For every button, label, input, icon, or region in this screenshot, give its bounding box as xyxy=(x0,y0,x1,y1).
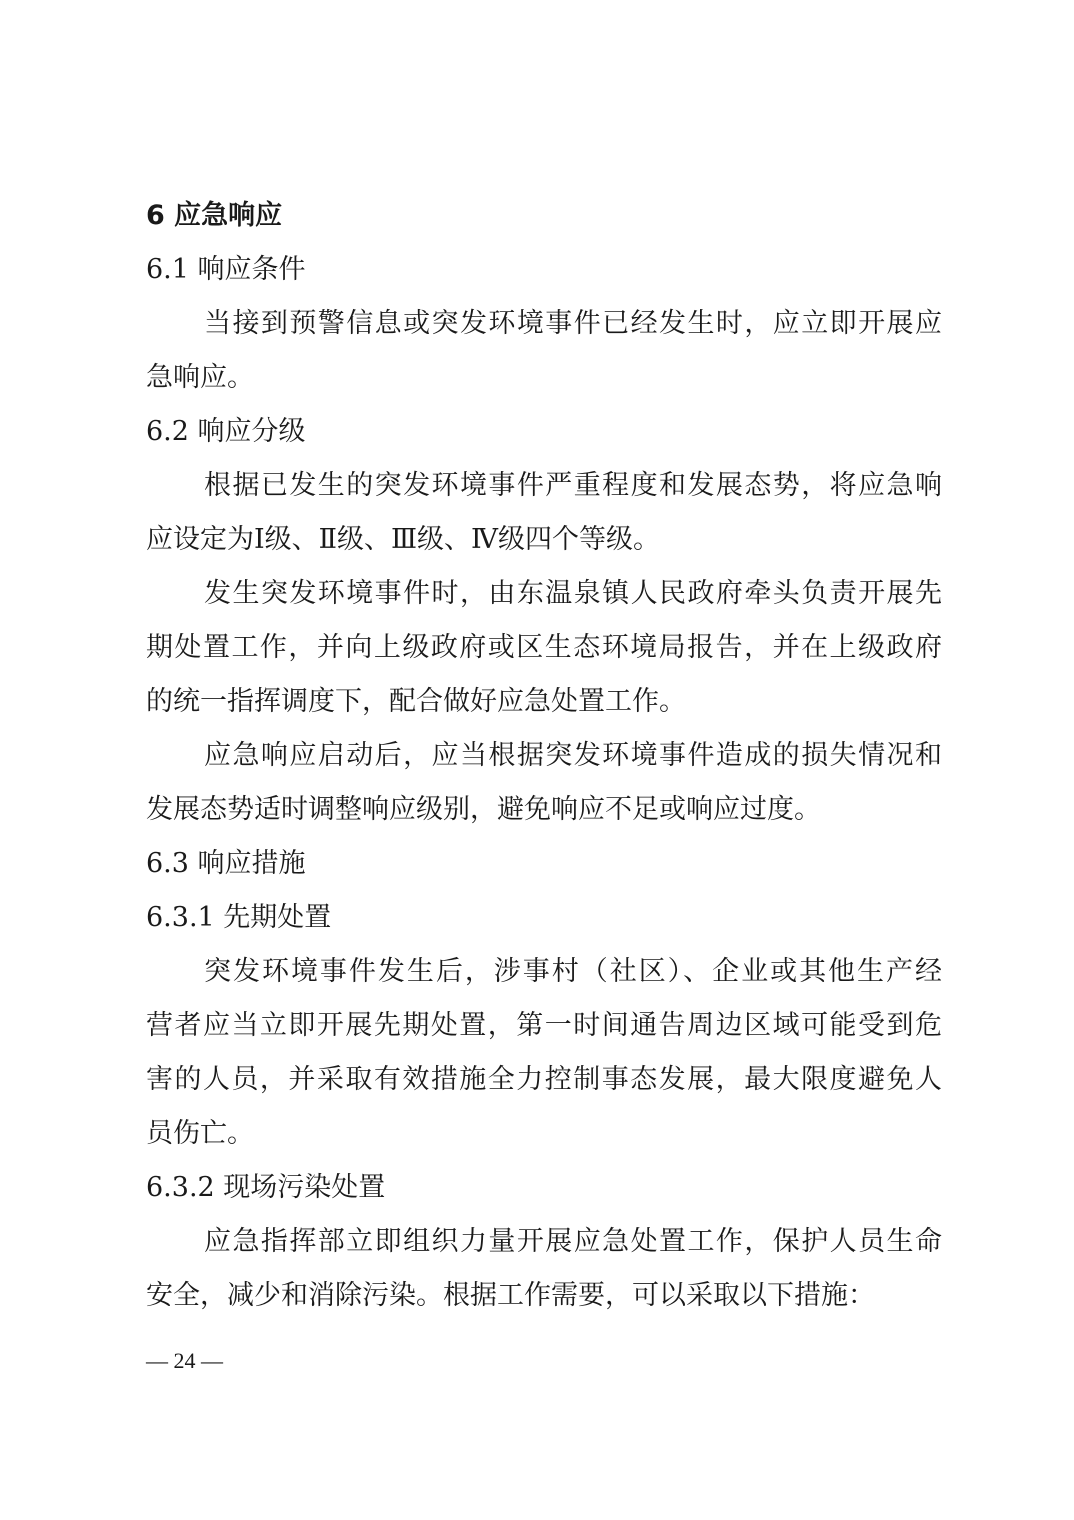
section-heading-6-2: 6.2 响应分级 xyxy=(146,416,306,447)
page-number: — 24 — xyxy=(146,1348,223,1373)
section-heading-6-3-1: 6.3.1 先期处置 xyxy=(146,902,332,933)
paragraph-line: 突发环境事件发生后，涉事村（社区）、企业或其他生产经 xyxy=(204,956,942,987)
paragraph-line: 应急响应启动后，应当根据突发环境事件造成的损失情况和 xyxy=(204,740,942,771)
section-heading-6-3: 6.3 响应措施 xyxy=(146,848,306,879)
section-heading-6-1: 6.1 响应条件 xyxy=(146,254,306,285)
paragraph-line: 应设定为Ⅰ级、Ⅱ级、Ⅲ级、Ⅳ级四个等级。 xyxy=(146,524,661,555)
paragraph-line: 安全，减少和消除污染。根据工作需要，可以采取以下措施： xyxy=(146,1280,875,1311)
paragraph-line: 急响应。 xyxy=(146,362,254,393)
paragraph-line: 期处置工作，并向上级政府或区生态环境局报告，并在上级政府 xyxy=(146,632,942,663)
paragraph-line: 发生突发环境事件时，由东温泉镇人民政府牵头负责开展先 xyxy=(204,578,942,609)
paragraph-line: 发展态势适时调整响应级别，避免响应不足或响应过度。 xyxy=(146,794,821,825)
paragraph-line: 当接到预警信息或突发环境事件已经发生时，应立即开展应 xyxy=(204,308,942,339)
paragraph-line: 营者应当立即开展先期处置，第一时间通告周边区域可能受到危 xyxy=(146,1010,942,1041)
section-heading-6: 6 应急响应 xyxy=(146,200,283,231)
paragraph-line: 员伤亡。 xyxy=(146,1118,254,1149)
paragraph-line: 应急指挥部立即组织力量开展应急处置工作，保护人员生命 xyxy=(204,1226,942,1257)
paragraph-line: 根据已发生的突发环境事件严重程度和发展态势，将应急响 xyxy=(204,470,942,501)
section-heading-6-3-2: 6.3.2 现场污染处置 xyxy=(146,1172,386,1203)
paragraph-line: 的统一指挥调度下，配合做好应急处置工作。 xyxy=(146,686,686,717)
paragraph-line: 害的人员，并采取有效措施全力控制事态发展，最大限度避免人 xyxy=(146,1064,942,1095)
